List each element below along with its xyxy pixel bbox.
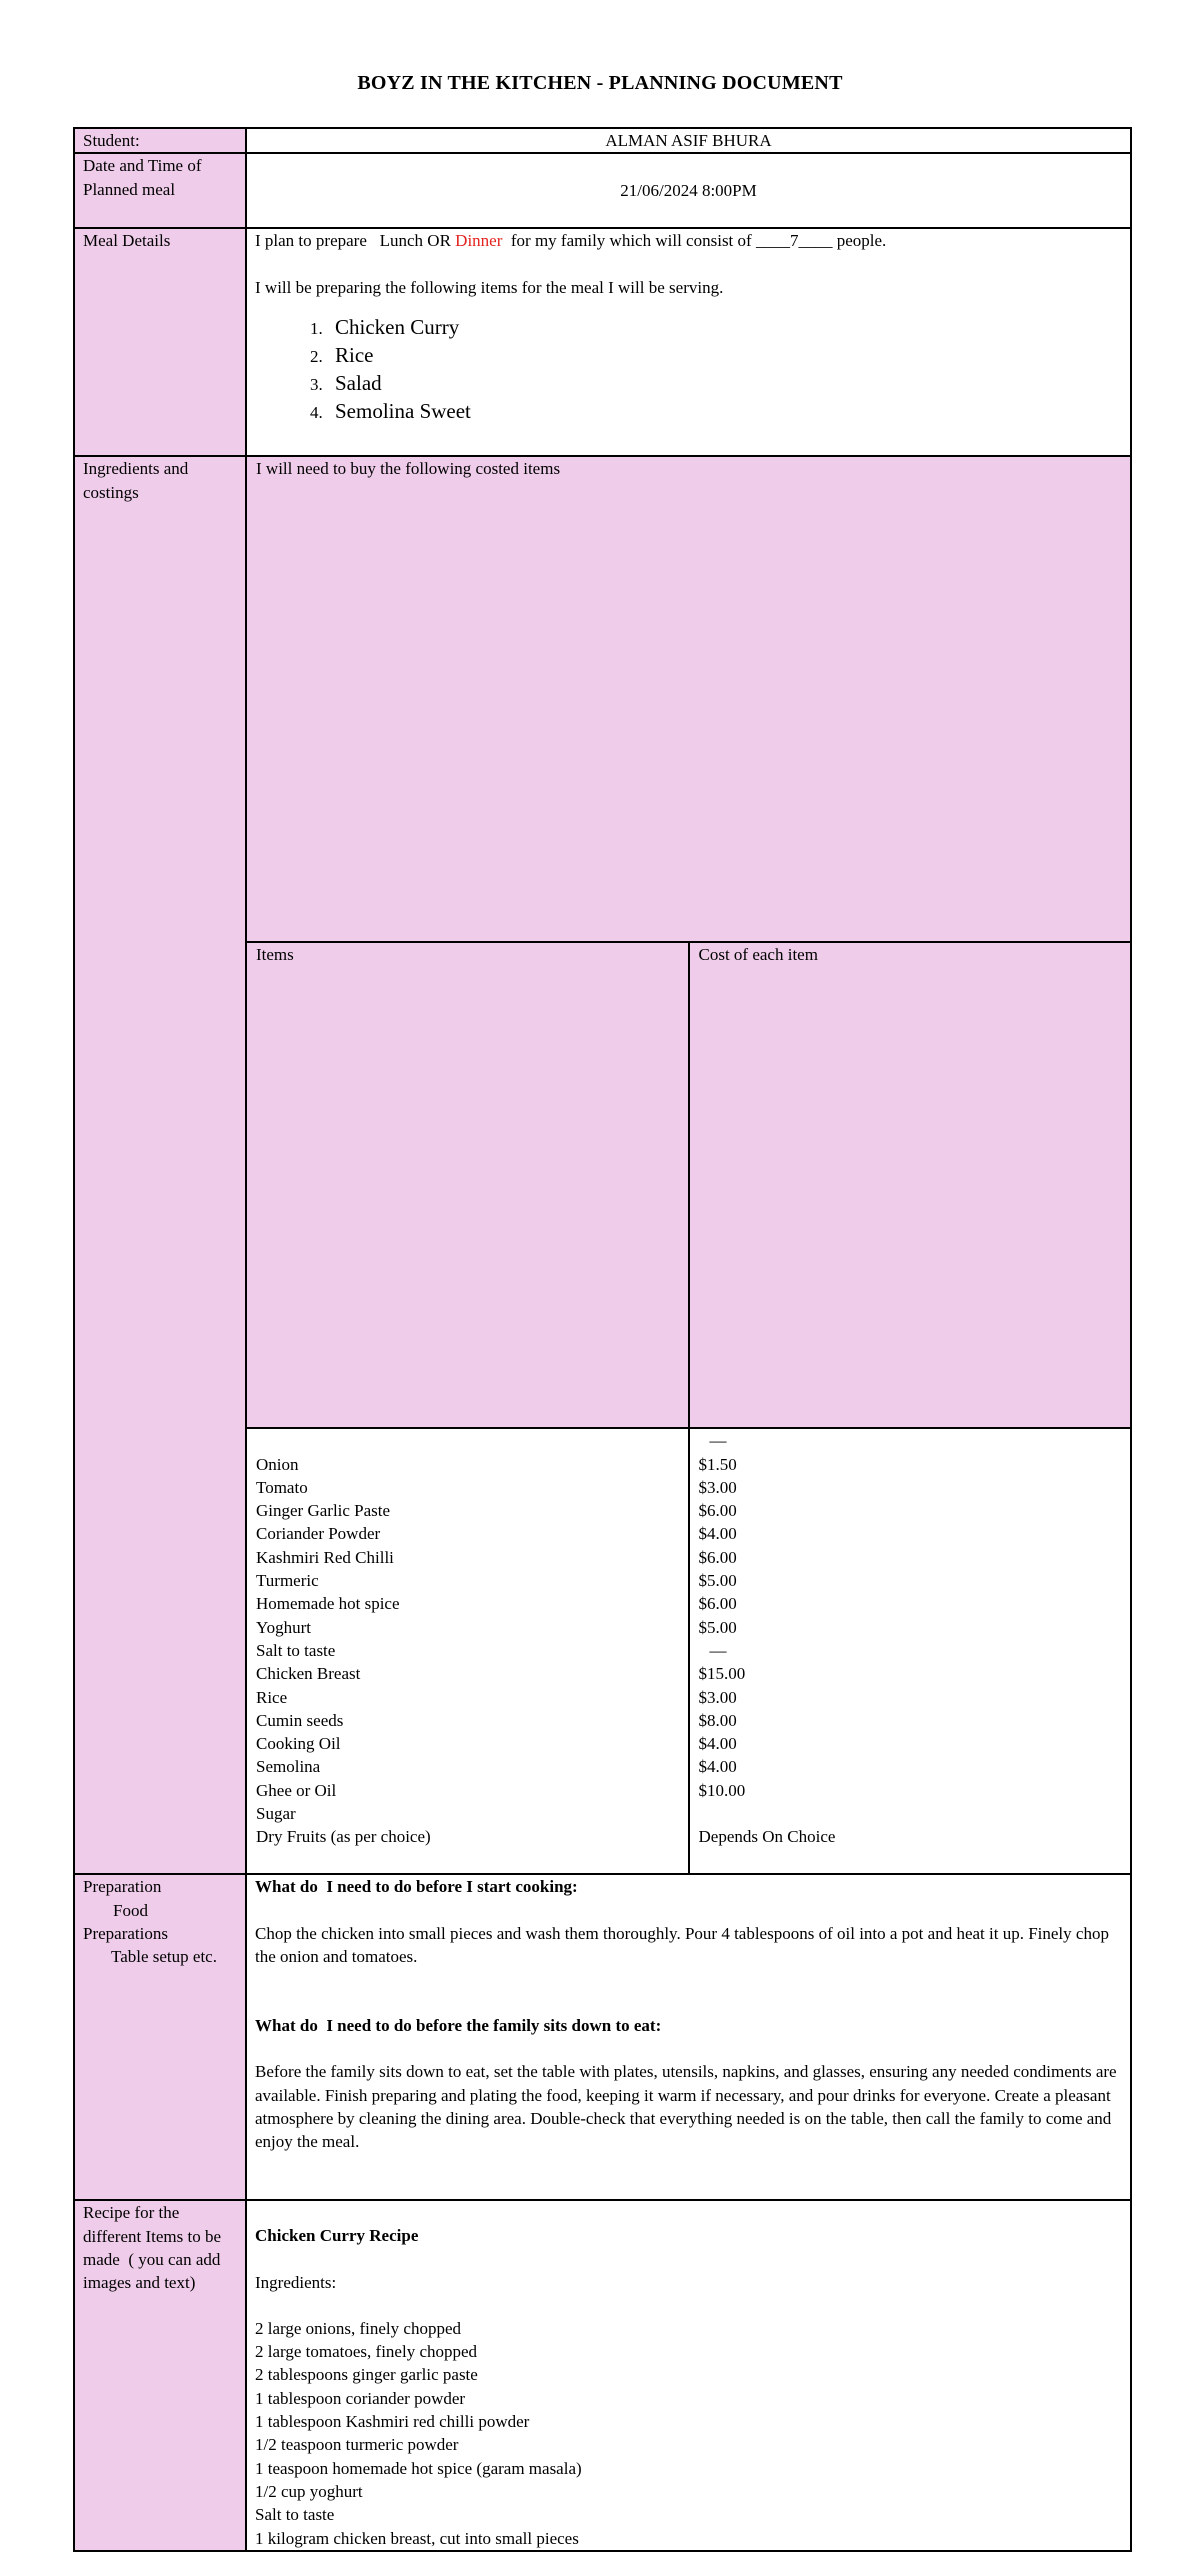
item-name: Coriander Powder: [256, 1524, 381, 1544]
student-row: [74, 128, 1131, 153]
recipe-line: 1/2 cup yoghurt: [255, 2481, 363, 2501]
recipe-line: 1 tablespoon Kashmiri red chilli powder: [255, 2412, 530, 2432]
item-name: Tomato: [256, 1477, 308, 1497]
item-name: Kashmiri Red Chilli: [256, 1547, 394, 1567]
item-name: Onion: [256, 1454, 299, 1474]
student-name: ALMAN ASIF BHURA: [246, 128, 1131, 153]
item-name: Ghee or Oil: [256, 1780, 337, 1800]
date-label-line2: Planned meal: [83, 179, 176, 199]
item-cost: —: [709, 1640, 727, 1660]
meal-intro: I will be preparing the following items for the meal I will be serving.: [255, 277, 724, 297]
recipe-label: Recipe for the different Items to be made ( you can add images and text): [74, 2200, 246, 2551]
item-cost: Depends On Choice: [698, 1827, 836, 1847]
item-cost: —: [709, 1431, 727, 1451]
page-title: BOYZ IN THE KITCHEN - PLANNING DOCUMENT: [357, 72, 843, 94]
prep-answer-cooking: Chop the chicken into small pieces and wash them thoroughly. Pour 4 tablespoons of oil into a pot and heat it up. Finely chop the onion and tomatoes.: [255, 1923, 1109, 1966]
item-name: Salt to taste: [256, 1640, 336, 1660]
date-cell: [246, 153, 1131, 228]
meal-sentence: [255, 229, 1122, 252]
item-name: Cumin seeds: [256, 1710, 344, 1730]
date-value: 21/06/2024 8:00PM: [620, 181, 757, 201]
ingredients-label: [74, 456, 246, 1874]
item-cost: $4.00: [698, 1734, 737, 1754]
item-name: Dry Fruits (as per choice): [256, 1827, 431, 1847]
preparation-label-line4: Table setup etc.: [111, 1947, 217, 1967]
ingredients-label-line2: costings: [83, 482, 139, 502]
item-cost: $10.00: [698, 1780, 746, 1800]
recipe-line: 1 kilogram chicken breast, cut into small pieces: [255, 2528, 579, 2548]
item-name: Ginger Garlic Paste: [256, 1501, 391, 1521]
date-label: [74, 153, 246, 228]
preparation-label-line2: Food: [113, 1900, 148, 1920]
cost-table-header-row: [247, 457, 1130, 942]
item-cost: $5.00: [698, 1571, 737, 1591]
recipe-line: 2 large onions, finely chopped: [255, 2318, 462, 2338]
meal-dinner-highlight: Dinner: [455, 231, 503, 251]
student-label: Student:: [74, 128, 246, 153]
cost-table: [247, 457, 1130, 1873]
preparation-cell: [246, 1874, 1131, 2200]
ingredients-cell: [246, 456, 1131, 1874]
item-cost: $5.00: [698, 1617, 737, 1637]
menu-item: 1. Chicken Curry: [327, 313, 1122, 341]
item-name: Rice: [256, 1687, 288, 1707]
cost-table-columns: [247, 942, 1130, 1428]
recipe-line: Salt to taste: [255, 2505, 335, 2525]
recipe-line: 1 tablespoon coriander powder: [255, 2388, 466, 2408]
planning-table: [73, 127, 1132, 2552]
item-name: Homemade hot spice: [256, 1594, 400, 1614]
meal-row: [74, 228, 1131, 456]
item-cost: $6.00: [698, 1547, 737, 1567]
cost-table-body: [247, 1428, 1130, 1873]
item-name: Chicken Breast: [256, 1664, 361, 1684]
item-cost: $4.00: [698, 1524, 737, 1544]
preparation-label: [74, 1874, 246, 2200]
cost-table-header: I will need to buy the following costed items: [247, 457, 1130, 942]
meal-sentence-prefix: I plan to prepare Lunch OR: [255, 231, 456, 251]
item-cost: $15.00: [698, 1664, 746, 1684]
item-cost: $1.50: [698, 1454, 737, 1474]
date-row: [74, 153, 1131, 228]
menu-item: 4. Semolina Sweet: [327, 397, 1122, 425]
preparation-label-line1: Preparation: [83, 1877, 162, 1897]
recipe-row: [74, 2200, 1131, 2551]
recipe-title: Chicken Curry Recipe: [255, 2226, 419, 2246]
item-name: Yoghurt: [256, 1617, 311, 1637]
item-name: Sugar: [256, 1804, 296, 1824]
prep-answer-table: Before the family sits down to eat, set the table with plates, utensils, napkins, and glasses, ensuring any needed condiments are available. Finish preparing and plating the food, keeping it warm if necessary, and pour drinks for everyone. Create a pleasant atmosphere by cleaning the dining area. Double-check that everything needed is on the table, then call the family to come and enjoy the meal.: [255, 2062, 1117, 2152]
item-cost: $3.00: [698, 1687, 737, 1707]
cost-column: [689, 1428, 1131, 1873]
preparation-label-line3: Preparations: [83, 1923, 168, 1943]
item-cost: [699, 1802, 1122, 1825]
item-cost: $3.00: [698, 1477, 737, 1497]
item-cost: $8.00: [698, 1710, 737, 1730]
recipe-line: 1/2 teaspoon turmeric powder: [255, 2435, 459, 2455]
item-name: [256, 1429, 679, 1452]
prep-question-cooking: What do I need to do before I start cooking:: [255, 1877, 578, 1897]
recipe-ingredients-label: Ingredients:: [255, 2272, 337, 2292]
prep-question-table: What do I need to do before the family sits down to eat:: [255, 2016, 662, 2036]
meal-details: [246, 228, 1131, 456]
preparation-row: [74, 1874, 1131, 2200]
recipe-line: 1 teaspoon homemade hot spice (garam masala): [255, 2458, 582, 2478]
meal-label: Meal Details: [74, 228, 246, 456]
item-cost: $6.00: [698, 1501, 737, 1521]
menu-item: 2. Rice: [327, 341, 1122, 369]
meal-sentence-suffix: for my family which will consist of ____7____ people.: [502, 231, 887, 251]
recipe-cell: [246, 2200, 1131, 2551]
ingredients-label-line1: Ingredients and: [83, 459, 189, 479]
item-name: Cooking Oil: [256, 1734, 341, 1754]
item-cost: $6.00: [698, 1594, 737, 1614]
items-column: [247, 1428, 689, 1873]
ingredients-row: [74, 456, 1131, 1874]
col-cost-header: Cost of each item: [689, 942, 1131, 1428]
date-label-line1: Date and Time of: [83, 156, 202, 176]
menu-item: 3. Salad: [327, 369, 1122, 397]
recipe-line: 2 large tomatoes, finely chopped: [255, 2342, 478, 2362]
recipe-line: 2 tablespoons ginger garlic paste: [255, 2365, 478, 2385]
item-name: Semolina: [256, 1757, 321, 1777]
col-items-header: Items: [247, 942, 689, 1428]
menu-list: [255, 313, 1122, 425]
item-cost: $4.00: [698, 1757, 737, 1777]
item-name: Turmeric: [256, 1571, 319, 1591]
